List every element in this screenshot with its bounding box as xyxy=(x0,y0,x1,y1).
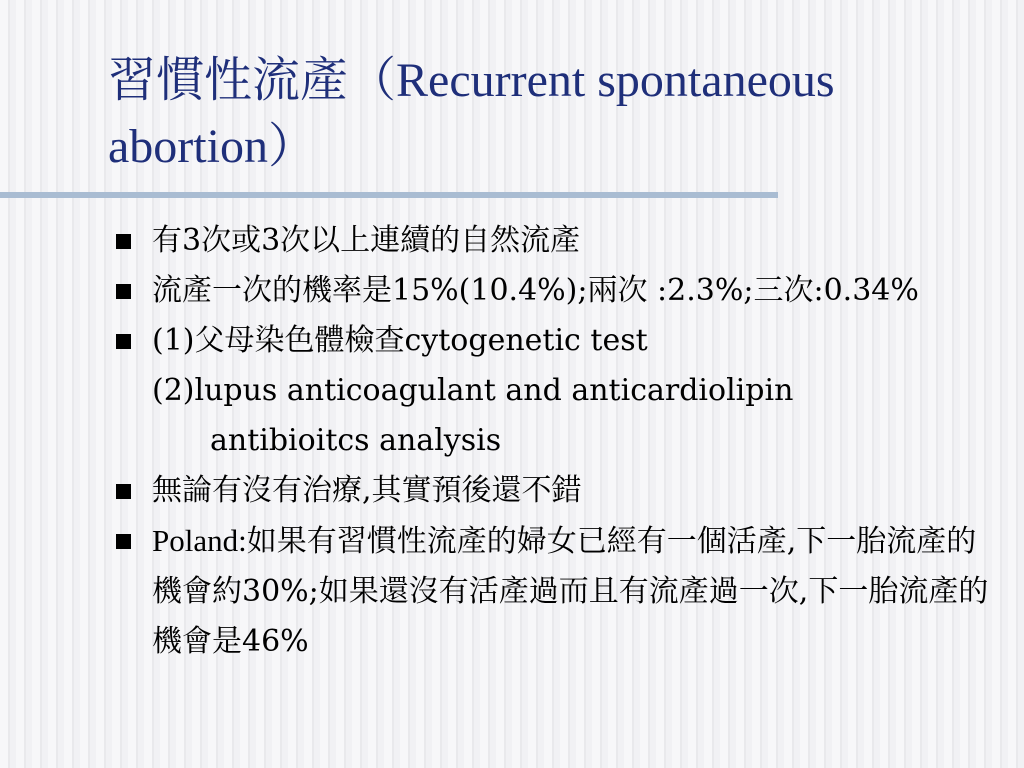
bullet-text: (2)lupus anticoagulant and anticardiolipin xyxy=(152,373,794,408)
bullet-item-consecutive xyxy=(112,216,1002,266)
bullet-item-probability xyxy=(112,266,1002,316)
square-bullet-icon xyxy=(116,484,131,499)
square-bullet-icon xyxy=(116,334,131,349)
bullet-text: 無論有沒有治療,其實預後還不錯 xyxy=(152,473,582,508)
bullet-item-lupus xyxy=(112,366,1002,416)
square-bullet-icon xyxy=(116,234,131,249)
bullet-text-latin: Poland: xyxy=(152,523,247,558)
bullet-text: 如果有習慣性流產的婦女已經有一個活產,下一胎流產的機會約30%;如果還沒有活產過而且有流產過一次,下一胎流產的機會是46% xyxy=(152,524,989,659)
bullet-text: antibioitcs analysis xyxy=(210,423,502,458)
square-bullet-icon xyxy=(116,534,131,549)
bullet-item-antibiotics xyxy=(112,416,1002,466)
bullet-item-chromosome-test xyxy=(112,316,1002,366)
slide-title-chinese: 習慣性流產（ xyxy=(108,54,397,107)
bullet-list xyxy=(112,216,1002,667)
slide-title xyxy=(108,48,988,180)
title-divider xyxy=(0,192,778,198)
bullet-text: (1)父母染色體檢查cytogenetic test xyxy=(152,323,648,358)
bullet-text: 流產一次的機率是15%(10.4%);兩次 :2.3%;三次:0.34% xyxy=(152,273,919,308)
slide-title-close: ） xyxy=(267,120,316,173)
square-bullet-icon xyxy=(116,284,131,299)
bullet-text: 有3次或3次以上連續的自然流產 xyxy=(152,223,581,258)
bullet-item-prognosis xyxy=(112,466,1002,516)
slide-title-english: Recurrent spontaneous abortion xyxy=(108,54,835,173)
bullet-item-poland xyxy=(112,516,1002,667)
